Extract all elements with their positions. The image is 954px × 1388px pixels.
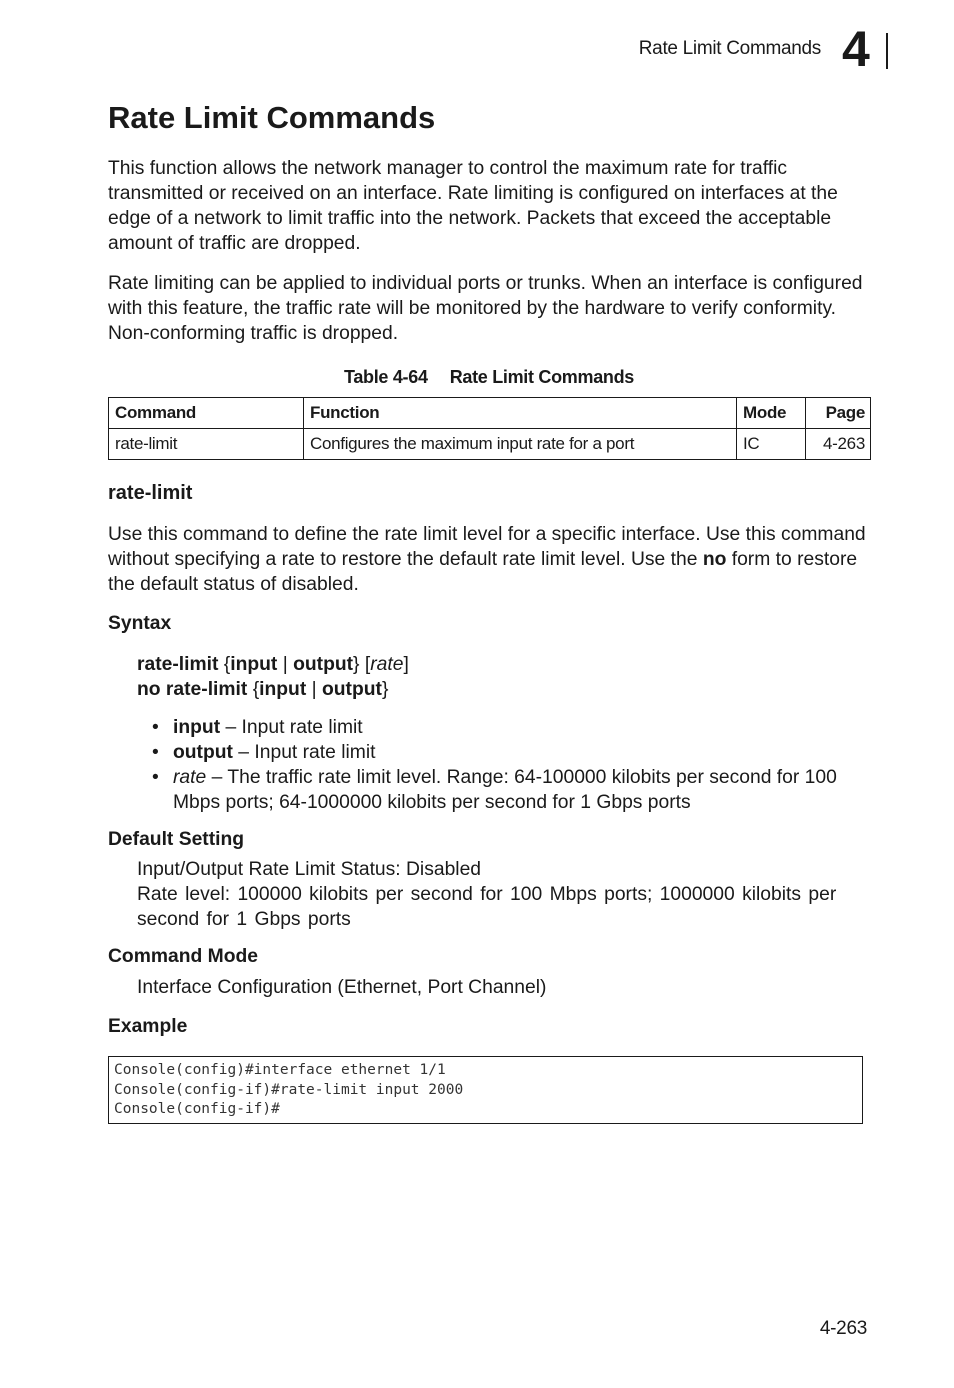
page-title: Rate Limit Commands bbox=[108, 100, 436, 135]
syntax-sep: | bbox=[306, 679, 322, 700]
syntax-brace: } [ bbox=[353, 654, 371, 675]
bullet-icon: • bbox=[152, 742, 159, 763]
desc-text-2: form to restore the default status of disabled. bbox=[108, 549, 858, 595]
table-row bbox=[109, 429, 871, 460]
desc-text-1: Use this command to define the rate limit level for a specific interface. Use this command without specifying a rate to restore the default rate limit level. Use the bbox=[108, 524, 866, 570]
syntax-param: input bbox=[259, 679, 307, 700]
list-item bbox=[152, 740, 852, 765]
cell-function: Configures the maximum input rate for a port bbox=[304, 429, 737, 460]
syntax-bracket: ] bbox=[403, 654, 409, 675]
syntax-cmd: no rate-limit bbox=[137, 679, 248, 700]
param-desc: – The traffic rate limit level. Range: 64-100000 kilobits per second for 100 Mbps ports; 64-1000000 kilobits per second for 1 Gbps ports bbox=[173, 767, 837, 813]
command-heading: rate-limit bbox=[108, 482, 193, 504]
code-line: Console(config-if)# bbox=[114, 1101, 280, 1117]
syntax-line-1 bbox=[137, 652, 852, 677]
table-caption-title: Rate Limit Commands bbox=[449, 367, 635, 387]
default-setting-line-2: Rate level: 100000 kilobits per second for 100 Mbps ports; 1000000 kilobits per second for 1 Gbps ports bbox=[137, 884, 837, 930]
header-command: Command bbox=[109, 398, 304, 429]
code-line: Console(config-if)#rate-limit input 2000 bbox=[114, 1081, 464, 1098]
example-heading: Example bbox=[108, 1016, 188, 1037]
syntax-arg: rate bbox=[370, 654, 404, 675]
chapter-tab-rule bbox=[886, 33, 888, 69]
default-setting-heading: Default Setting bbox=[108, 829, 245, 850]
param-desc: – Input rate limit bbox=[220, 717, 363, 738]
bullet-icon: • bbox=[152, 767, 159, 788]
header-page: Page bbox=[806, 398, 871, 429]
param-term: rate bbox=[173, 767, 207, 788]
desc-keyword: no bbox=[702, 549, 727, 570]
header-mode: Mode bbox=[737, 398, 806, 429]
syntax-brace: { bbox=[247, 679, 260, 700]
command-mode-heading: Command Mode bbox=[108, 946, 258, 967]
syntax-param: output bbox=[293, 654, 354, 675]
param-term: input bbox=[173, 717, 221, 738]
command-mode-text: Interface Configuration (Ethernet, Port Channel) bbox=[137, 977, 547, 998]
cell-mode: IC bbox=[737, 429, 806, 460]
table-caption-number: Table 4-64 bbox=[343, 367, 428, 387]
default-setting-line-1: Input/Output Rate Limit Status: Disabled bbox=[137, 859, 482, 880]
parameter-list bbox=[152, 715, 852, 815]
bullet-icon: • bbox=[152, 717, 159, 738]
cell-command: rate-limit bbox=[109, 429, 304, 460]
syntax-param: output bbox=[322, 679, 382, 700]
intro-paragraph-1: This function allows the network manager to control the maximum rate for traffic transmitted or received on an interface. Rate limiting is configured on interfaces at the edge of a network to limit traffic into the network. Packets that exceed the acceptable amount of traffic are dropped. bbox=[108, 158, 838, 254]
syntax-param: input bbox=[230, 654, 278, 675]
command-description bbox=[108, 522, 868, 597]
syntax-line-2 bbox=[137, 677, 852, 702]
syntax-brace: } bbox=[381, 679, 389, 700]
syntax-sep: | bbox=[277, 654, 294, 675]
intro-paragraph-2: Rate limiting can be applied to individual ports or trunks. When an interface is configured with this feature, the traffic rate will be monitored by the hardware to verify conformity. Non-conforming traffic is dropped. bbox=[108, 273, 863, 344]
param-desc: – Input rate limit bbox=[232, 742, 376, 763]
chapter-number: 4 bbox=[842, 21, 870, 77]
page-number: 4-263 bbox=[819, 1318, 867, 1339]
cell-page: 4-263 bbox=[806, 429, 871, 460]
list-item bbox=[152, 715, 852, 740]
code-line: Console(config)#interface ethernet 1/1 bbox=[114, 1062, 446, 1078]
syntax-cmd: rate-limit bbox=[137, 654, 219, 675]
example-code-block bbox=[108, 1056, 863, 1124]
table-caption bbox=[108, 367, 870, 388]
syntax-brace: { bbox=[218, 654, 231, 675]
table-header-row bbox=[109, 398, 871, 429]
param-term: output bbox=[173, 742, 233, 763]
command-table bbox=[108, 397, 871, 460]
running-header-title: Rate Limit Commands bbox=[638, 38, 821, 59]
header-function: Function bbox=[304, 398, 737, 429]
list-item bbox=[152, 765, 852, 815]
syntax-heading: Syntax bbox=[108, 613, 172, 634]
